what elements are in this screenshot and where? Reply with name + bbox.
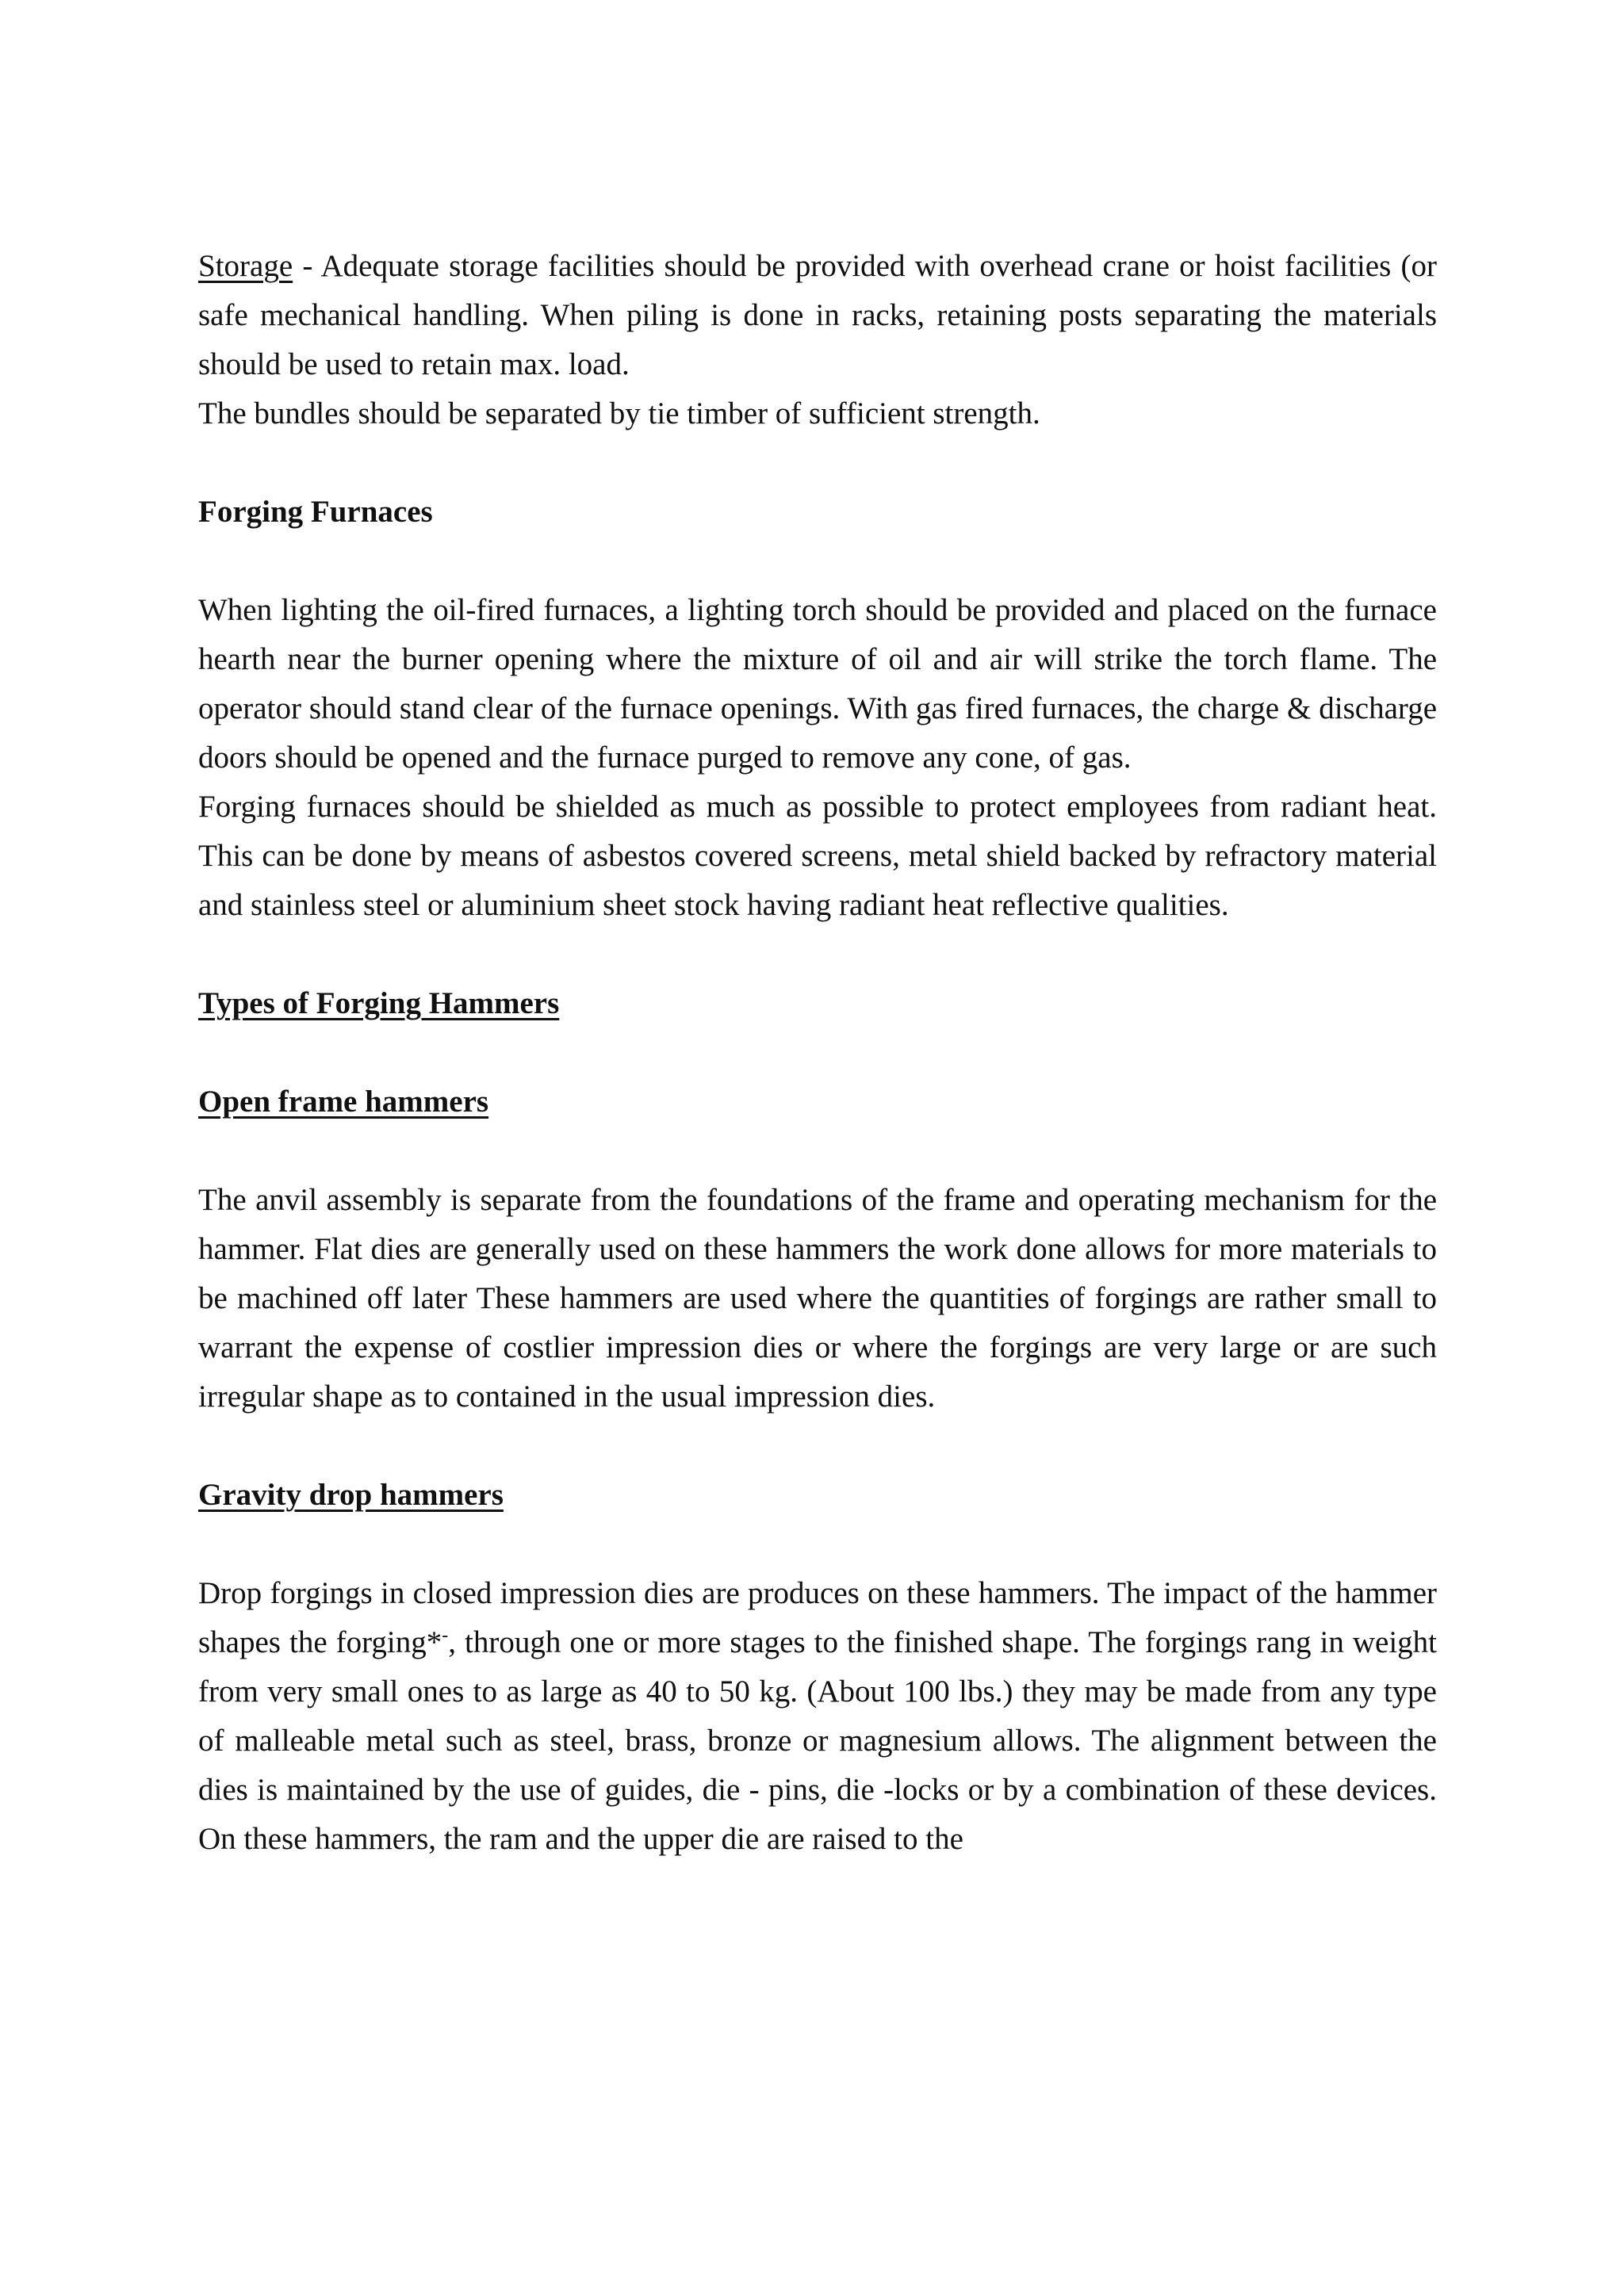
- forging-furnaces-paragraph-1: When lighting the oil-fired furnaces, a lighting torch should be provided and placed on the furnace hearth near the burner opening where the mixture of oil and air will strike the torch flame. The operator should stand clear of the furnace openings. With gas fired furnaces, the charge & discharge doors should be opened and the furnace purged to remove any cone, of gas.: [198, 593, 1437, 775]
- gravity-drop-text-a: Drop forgings in closed impression dies are produces on these hammers. The impact of the hammer shapes the forging*: [198, 1576, 1437, 1659]
- storage-text: - Adequate storage facilities should be provided with overhead crane or hoist facilities (or safe mechanical handling. When piling is done in racks, retaining posts separating the materials should be used to retain max. load.: [198, 249, 1437, 381]
- gravity-drop-text-b: , through one or more stages to the finished shape. The forgings rang in weight from very small ones to as large as 40 to 50 kg. (About 100 lbs.) they may be made from any type of malleable metal such as steel, brass, bronze or magnesium allows. The alignment between the dies is maintained by the use of guides, die - pins, die -locks or by a combination of these devices. On these hammers, the ram and the upper die are raised to the: [198, 1625, 1437, 1856]
- document-body: [198, 242, 1437, 1864]
- spacer: [198, 1422, 1437, 1471]
- gravity-drop-paragraph: [198, 1569, 1437, 1864]
- forging-furnaces-heading: Forging Furnaces: [198, 495, 433, 529]
- spacer: [198, 1520, 1437, 1569]
- spacer: [198, 1028, 1437, 1077]
- storage-paragraph: [198, 242, 1437, 389]
- spacer: [198, 1127, 1437, 1176]
- gravity-drop-heading: Gravity drop hammers: [198, 1478, 504, 1512]
- forging-furnaces-paragraph-2: Forging furnaces should be shielded as much as possible to protect employees from radiant heat. This can be done by means of asbestos covered screens, metal shield backed by refractory material and stainless steel or aluminium sheet stock having radiant heat reflective qualities.: [198, 790, 1437, 922]
- spacer: [198, 930, 1437, 979]
- spacer: [198, 438, 1437, 488]
- spacer: [198, 537, 1437, 586]
- open-frame-paragraph: The anvil assembly is separate from the foundations of the frame and operating mechanism for the hammer. Flat dies are generally used on these hammers the work done allows for more materials to be machined off later These hammers are used where the quantities of forgings are rather small to warrant the expense of costlier impression dies or where the forgings are very large or are such irregular shape as to contained in the usual impression dies.: [198, 1183, 1437, 1414]
- types-heading: Types of Forging Hammers: [198, 986, 560, 1020]
- gravity-drop-superscript: -: [442, 1625, 449, 1646]
- open-frame-heading: Open frame hammers: [198, 1085, 489, 1119]
- storage-paragraph-2: The bundles should be separated by tie timber of sufficient strength.: [198, 396, 1040, 430]
- storage-label: Storage: [198, 249, 293, 283]
